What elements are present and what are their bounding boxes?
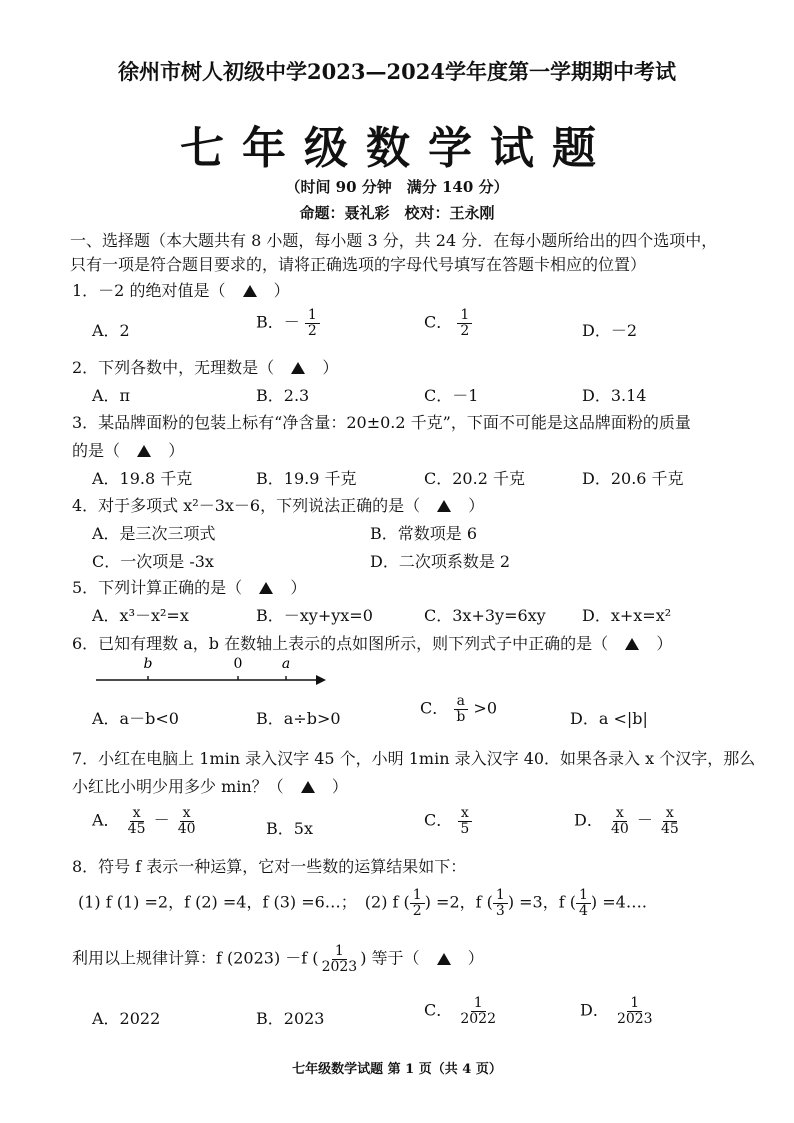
fraction-denominator: 40 (610, 820, 629, 837)
q2-option-c: C．－1 (424, 386, 479, 405)
question-5-stem (72, 575, 306, 598)
answer-placeholder-icon (625, 638, 639, 650)
fraction-numerator: x (613, 806, 627, 822)
q3-option-d: D．20.6 千克 (582, 469, 684, 488)
q1-option-c-fraction (457, 308, 472, 338)
question-4-close: ） (468, 496, 485, 515)
question-2-stem (72, 355, 338, 378)
q5-option-d: D．x+x=x² (582, 606, 672, 625)
time-score-info: （时间 90 分钟 满分 140 分） (285, 178, 509, 196)
q7-option-c-prefix: C． (424, 810, 453, 830)
q8-option-c (424, 996, 499, 1026)
question-4-stem (72, 493, 484, 516)
question-8-rules (78, 888, 647, 918)
q6-option-c-suffix: >0 (473, 698, 497, 718)
q5-option-c: C．3x+3y=6xy (424, 606, 546, 625)
rule-part-a: (1) f (1) =2，f (2) =4，f (3) =6…； (2) f ( (78, 892, 410, 912)
q1-option-a: A．2 (92, 321, 130, 340)
section-intro-line2: 只有一项是符合题目要求的，请将正确选项的字母代号填写在答题卡相应的位置） (70, 255, 647, 274)
origin-label: 0 (233, 656, 243, 672)
question-7-close: ） (331, 777, 348, 796)
question-1-stem (72, 278, 290, 301)
calc-fraction (319, 944, 361, 974)
fraction-denominator: 4 (578, 902, 588, 919)
fraction-numerator: 1 (471, 996, 486, 1012)
fraction-numerator: 1 (576, 888, 591, 904)
q8-option-b: B．2023 (256, 1009, 325, 1028)
fraction-numerator: 1 (493, 888, 508, 904)
rule-part-b: ) =2，f ( (424, 892, 493, 912)
q7-option-c (424, 806, 472, 836)
rule-part-d: ) =4…. (590, 892, 647, 912)
question-8-stem: 8．符号 f 表示一种运算，它对一些数的运算结果如下： (72, 857, 467, 876)
fraction-numerator: 1 (457, 308, 472, 324)
calc-part-a: 利用以上规律计算：f (2023) －f ( (72, 948, 319, 968)
fraction-numerator: a (454, 694, 468, 710)
fraction-denominator: 3 (495, 902, 505, 919)
question-5-close: ） (290, 578, 307, 597)
question-1-close: ） (273, 281, 290, 300)
minus-sign: － (636, 810, 653, 830)
q6-option-c (420, 694, 497, 724)
question-5-text: 5．下列计算正确的是（ (72, 578, 243, 597)
q1-option-b-prefix: B．－ (256, 312, 300, 332)
answer-placeholder-icon (437, 953, 451, 965)
fraction-numerator: 1 (332, 944, 347, 960)
rule-fraction-2 (493, 888, 508, 918)
q6-option-c-prefix: C． (420, 698, 449, 718)
point-a-label: a (281, 656, 291, 672)
question-7-text: 小红比小明少用多少 min？（ (72, 777, 284, 796)
question-3-text: 的是（ (72, 441, 121, 460)
answer-placeholder-icon (437, 500, 451, 512)
fraction-numerator: x (458, 806, 472, 822)
school-header: 徐州市树人初级中学2023—2024学年度第一学期期中考试 (118, 59, 676, 84)
question-8-close: ） (467, 948, 484, 968)
q6-option-d: D．a <|b| (570, 709, 648, 728)
q7-option-a-fraction-2 (175, 806, 199, 836)
q1-option-b (256, 308, 320, 338)
question-2-close: ） (322, 358, 339, 377)
q5-option-a: A．x³－x²=x (92, 606, 189, 625)
rule-fraction-1 (410, 888, 425, 918)
fraction-denominator: 2 (307, 322, 317, 339)
q2-option-a: A．π (92, 386, 131, 405)
q4-option-c: C．一次项是 -3x (92, 552, 214, 571)
q4-option-d: D．二次项系数是 2 (370, 552, 511, 571)
q2-option-d: D．3.14 (582, 386, 647, 405)
q2-option-b: B．2.3 (256, 386, 310, 405)
q8-option-d-fraction (614, 996, 656, 1026)
fraction-numerator: 1 (627, 996, 642, 1012)
fraction-denominator: 2023 (321, 958, 358, 975)
fraction-numerator: 1 (410, 888, 425, 904)
q7-option-a-prefix: A． (92, 810, 120, 830)
q7-option-d (574, 806, 682, 836)
question-6-stem (72, 631, 672, 654)
question-7-stem-line2 (72, 774, 348, 797)
answer-placeholder-icon (291, 362, 305, 374)
fraction-denominator: 5 (460, 820, 470, 837)
question-4-text: 4．对于多项式 x²－3x－6，下列说法正确的是（ (72, 496, 421, 515)
fraction-denominator: 45 (660, 820, 679, 837)
answer-placeholder-icon (137, 445, 151, 457)
q1-option-c-prefix: C． (424, 312, 453, 332)
q7-option-a-fraction-1 (125, 806, 149, 836)
question-2-text: 2．下列各数中，无理数是（ (72, 358, 275, 377)
q1-option-b-fraction (305, 308, 320, 338)
q4-option-a: A．是三次三项式 (92, 524, 216, 543)
fraction-denominator: 2 (460, 322, 470, 339)
q7-option-d-fraction-1 (608, 806, 632, 836)
fraction-numerator: 1 (305, 308, 320, 324)
fraction-denominator: 45 (127, 820, 146, 837)
fraction-numerator: x (180, 806, 194, 822)
question-3-close: ） (168, 441, 185, 460)
question-7-stem-line1: 7．小红在电脑上 1min 录入汉字 45 个，小明 1min 录入汉字 40．如果各录入 x 个汉字，那么 (72, 749, 756, 768)
answer-placeholder-icon (301, 781, 315, 793)
q6-option-c-fraction (453, 694, 468, 724)
q4-option-b: B．常数项是 6 (370, 524, 478, 543)
point-b-label: b (143, 656, 153, 672)
fraction-denominator: 40 (177, 820, 196, 837)
answer-placeholder-icon (259, 582, 273, 594)
q3-option-b: B．19.9 千克 (256, 469, 357, 488)
minus-sign: － (153, 810, 170, 830)
question-3-stem-line2 (72, 438, 184, 461)
section-intro-line1: 一、选择题（本大题共有 8 小题，每小题 3 分，共 24 分．在每小题所给出的四个选项中， (70, 231, 718, 250)
fraction-denominator: 2 (412, 902, 422, 919)
q6-option-b: B．a÷b>0 (256, 709, 341, 728)
fraction-denominator: b (456, 708, 466, 725)
q8-option-d (580, 996, 656, 1026)
q5-option-b: B．－xy+yx=0 (256, 606, 373, 625)
q3-option-c: C．20.2 千克 (424, 469, 525, 488)
fraction-numerator: x (663, 806, 677, 822)
rule-fraction-3 (576, 888, 591, 918)
rule-part-c: ) =3，f ( (507, 892, 576, 912)
fraction-numerator: x (130, 806, 144, 822)
q7-option-b: B．5x (266, 819, 313, 838)
question-6-close: ） (656, 634, 673, 653)
arrow-icon (316, 675, 326, 685)
q1-option-c (424, 308, 472, 338)
number-line-figure (90, 652, 340, 688)
question-1-text: 1．－2 的绝对值是（ (72, 281, 226, 300)
q8-option-d-prefix: D． (580, 1000, 609, 1020)
q8-option-a: A．2022 (92, 1009, 161, 1028)
fraction-denominator: 2023 (616, 1010, 653, 1027)
authors-info: 命题：聂礼彩 校对：王永刚 (299, 204, 495, 222)
q8-option-c-prefix: C． (424, 1000, 453, 1020)
fraction-denominator: 2022 (460, 1010, 496, 1027)
question-3-stem-line1: 3．某品牌面粉的包装上标有“净含量：20±0.2 千克”，下面不可能是这品牌面粉的质量 (72, 413, 691, 432)
q1-option-d: D．－2 (582, 321, 638, 340)
q7-option-a (92, 806, 199, 836)
q7-option-c-fraction (457, 806, 472, 836)
q7-option-d-prefix: D． (574, 810, 603, 830)
page-footer: 七年级数学试题 第 1 页（共 4 页） (292, 1062, 502, 1077)
question-8-calc (72, 944, 484, 974)
page-title: 七年级数学试题 (180, 123, 614, 174)
q6-option-a: A．a－b<0 (92, 709, 179, 728)
q8-option-c-fraction (457, 996, 499, 1026)
q3-option-a: A．19.8 千克 (92, 469, 193, 488)
q7-option-d-fraction-2 (658, 806, 682, 836)
calc-part-b: ) 等于（ (360, 948, 420, 968)
question-6-text: 6．已知有理数 a，b 在数轴上表示的点如图所示，则下列式子中正确的是（ (72, 634, 609, 653)
answer-placeholder-icon (243, 285, 257, 297)
